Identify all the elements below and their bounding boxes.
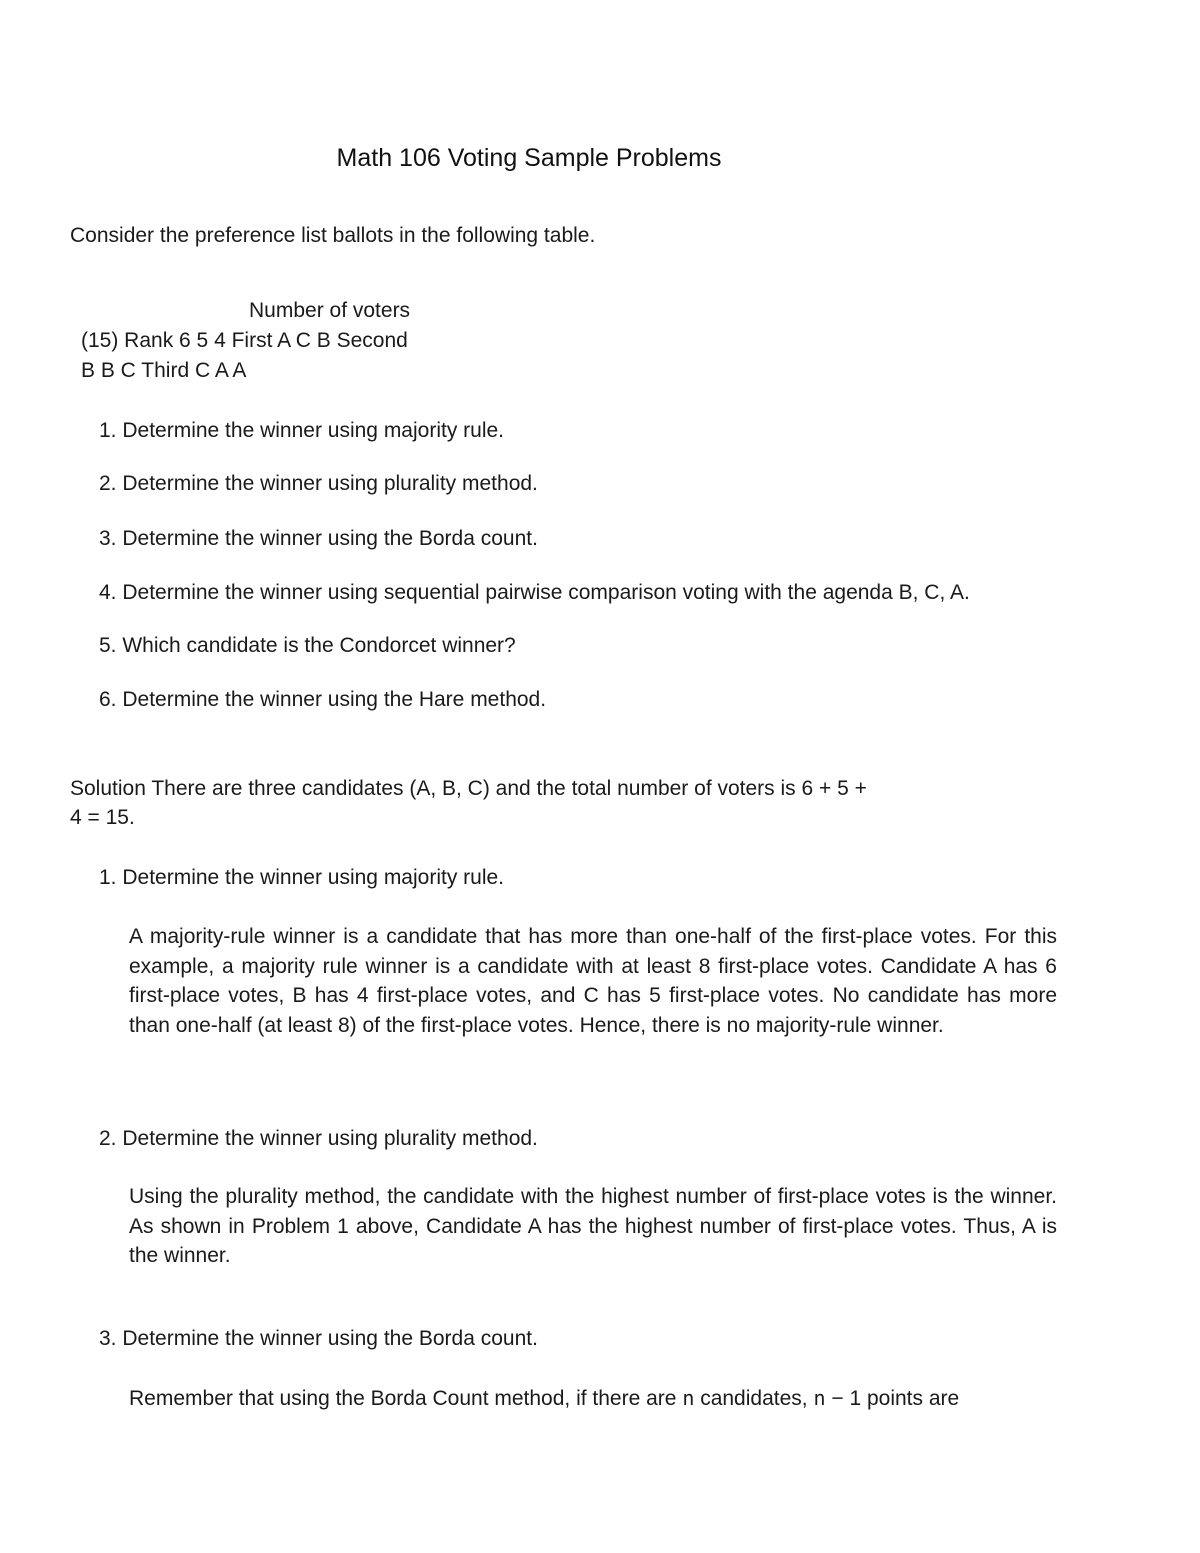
solution-answer-2: Using the plurality method, the candidate with the highest number of first-place votes is the winner. As shown in Problem 1 above, Candidate A has the highest number of first-place votes. Thus, A is the winner. xyxy=(129,1185,1057,1268)
solution-question-2: 2. Determine the winner using plurality method. xyxy=(99,1127,538,1150)
question-6: 6. Determine the winner using the Hare method. xyxy=(99,688,547,711)
answer-3-text-2: candidates, xyxy=(700,1387,808,1410)
question-2: 2. Determine the winner using plurality method. xyxy=(99,472,538,495)
answer-3-text-1: Remember that using the Borda Count method, if there are xyxy=(129,1387,677,1410)
table-text-line-3: B B C Third C A A xyxy=(81,359,247,382)
question-3: 3. Determine the winner using the Borda count. xyxy=(99,527,538,550)
question-4: 4. Determine the winner using sequential pairwise comparison voting with the agenda B, C, A. xyxy=(99,581,970,604)
document-title: Math 106 Voting Sample Problems xyxy=(336,144,722,172)
table-text-line-1: Number of voters xyxy=(249,299,411,322)
question-5: 5. Which candidate is the Condorcet winner? xyxy=(99,634,516,657)
intro-text: Consider the preference list ballots in the following table. xyxy=(70,224,596,247)
answer-3-text-3: 1 points are xyxy=(849,1387,960,1410)
solution-intro-line-2: 4 = 15. xyxy=(70,806,135,829)
question-1: 1. Determine the winner using majority rule. xyxy=(99,419,505,442)
solution-intro-line-1: Solution There are three candidates (A, B, C) and the total number of voters is 6 + 5 + xyxy=(70,777,867,800)
math-variable-n: n xyxy=(682,1386,695,1410)
solution-answer-1: A majority-rule winner is a candidate that has more than one-half of the first-place votes. For this example, a majority rule winner is a candidate with at least 8 first-place votes. Candidate A has 6 first-place votes, B has 4 first-place votes, and C has 5 first-place votes. No candidate has more than one-half (at least 8) of the first-place votes. Hence, there is no majority-rule winner. xyxy=(129,925,1057,1037)
minus-sign: − xyxy=(831,1387,844,1410)
solution-question-1: 1. Determine the winner using majority rule. xyxy=(99,866,505,889)
math-variable-n: n xyxy=(813,1386,826,1410)
solution-question-3: 3. Determine the winner using the Borda count. xyxy=(99,1327,538,1350)
table-text-line-2: (15) Rank 6 5 4 First A C B Second xyxy=(81,329,408,352)
solution-answer-3 xyxy=(129,1383,959,1414)
